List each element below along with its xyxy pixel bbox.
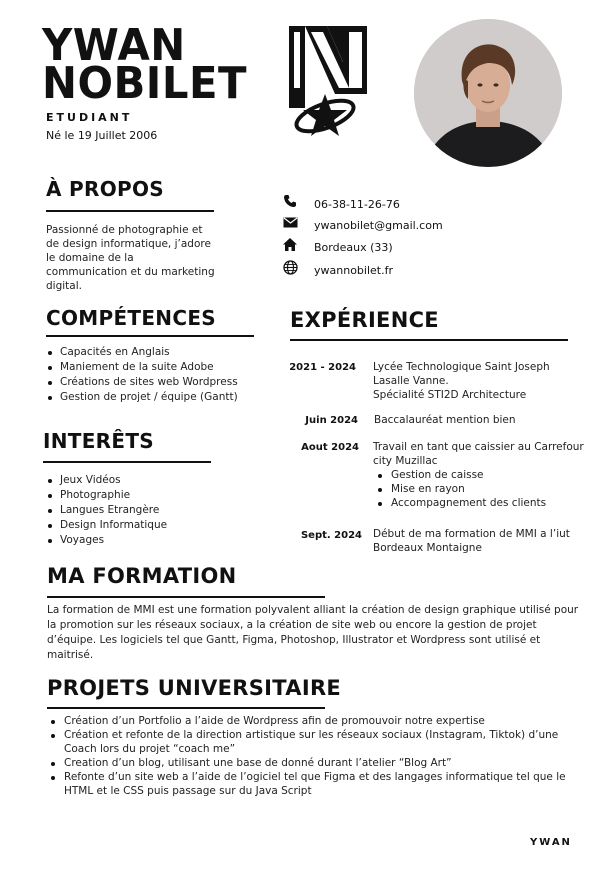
- projects-divider: [47, 707, 325, 709]
- experience-text: Baccalauréat mention bien: [374, 414, 516, 426]
- website-text: ywannobilet.fr: [314, 264, 393, 277]
- contact-location: [282, 237, 393, 254]
- list-item: Accompagnement des clients: [373, 496, 546, 510]
- globe-icon: [282, 260, 298, 274]
- contact-website: [282, 260, 393, 277]
- phone-icon: [282, 194, 298, 208]
- about-title: À PROPOS: [46, 177, 164, 201]
- list-item: Photographie: [46, 488, 167, 503]
- formation-divider: [47, 596, 325, 598]
- experience-title: EXPÉRIENCE: [290, 308, 439, 332]
- about-divider: [46, 210, 214, 212]
- experience-date: Sept. 2024: [300, 530, 362, 541]
- phone-text: 06-38-11-26-76: [314, 198, 400, 211]
- first-name: YWAN: [42, 20, 186, 71]
- experience-job-list: [373, 468, 546, 510]
- list-item: Capacités en Anglais: [46, 345, 238, 360]
- interests-title: INTERÊTS: [43, 429, 154, 453]
- formation-text: La formation de MMI est une formation polyvalent alliant la création de design graphique utilisé pour la promotion sur les réseaux sociaux, a la création de site web ou encore la gestion de projet d’équipe. Les logiciels tel que Gantt, Figma, Photoshop, Illustrator et Wordpress sont utilisé et maitrisé.: [47, 604, 579, 661]
- list-item: Création d’un Portfolio a l’aide de Wordpress afin de promouvoir notre expertise: [46, 714, 586, 728]
- about-text: Passionné de photographie et de design informatique, j’adore le domaine de la communication et du marketing digital.: [46, 224, 215, 292]
- experience-date: Juin 2024: [305, 415, 358, 426]
- birth-date: Né le 19 Juillet 2006: [46, 129, 158, 142]
- profile-photo: [414, 19, 562, 167]
- projects-title: PROJETS UNIVERSITAIRE: [47, 676, 342, 700]
- interests-list: [46, 473, 167, 548]
- list-item: Créations de sites web Wordpress: [46, 375, 238, 390]
- nm-monogram-logo-icon: [287, 24, 369, 142]
- list-item: Création et refonte de la direction artistique sur les réseaux sociaux (Instagram, Tiktok) d’une Coach lors du projet “coach me”: [46, 728, 586, 756]
- home-icon: [282, 237, 298, 251]
- footer-signature: YWAN: [530, 837, 572, 848]
- experience-date: 2021 - 2024: [289, 362, 356, 373]
- skills-list: [46, 345, 238, 405]
- interests-divider: [43, 461, 211, 463]
- contact-email: [282, 215, 443, 232]
- email-text: ywanobilet@gmail.com: [314, 219, 443, 232]
- location-text: Bordeaux (33): [314, 241, 393, 254]
- experience-date: Aout 2024: [301, 442, 359, 453]
- list-item: Mise en rayon: [373, 482, 546, 496]
- list-item: Jeux Vidéos: [46, 473, 167, 488]
- list-item: Gestion de caisse: [373, 468, 546, 482]
- skills-divider: [46, 335, 254, 337]
- list-item: Maniement de la suite Adobe: [46, 360, 238, 375]
- projects-list: [46, 714, 586, 798]
- last-name: NOBILET: [42, 58, 247, 109]
- list-item: Gestion de projet / équipe (Gantt): [46, 390, 238, 405]
- skills-title: COMPÉTENCES: [46, 306, 216, 330]
- experience-text: Travail en tant que caissier au Carrefour city Muzillac: [373, 441, 584, 467]
- role-title: ETUDIANT: [46, 111, 133, 124]
- formation-title: MA FORMATION: [47, 564, 237, 588]
- experience-text: Début de ma formation de MMI a l’iut Bordeaux Montaigne: [373, 528, 570, 554]
- experience-text: Lycée Technologique Saint Joseph Lasalle Vanne. Spécialité STI2D Architecture: [373, 361, 550, 401]
- list-item: Langues Etrangère: [46, 503, 167, 518]
- contact-phone: [282, 194, 400, 211]
- list-item: Design Informatique: [46, 518, 167, 533]
- list-item: Voyages: [46, 533, 167, 548]
- list-item: Refonte d’un site web a l’aide de l’ogiciel tel que Figma et des langages informatique tel que le HTML et le CSS puis passage sur du Java Script: [46, 770, 586, 798]
- experience-divider: [290, 339, 568, 341]
- list-item: Creation d’un blog, utilisant une base de donné durant l’atelier “Blog Art”: [46, 756, 586, 770]
- mail-icon: [282, 215, 298, 229]
